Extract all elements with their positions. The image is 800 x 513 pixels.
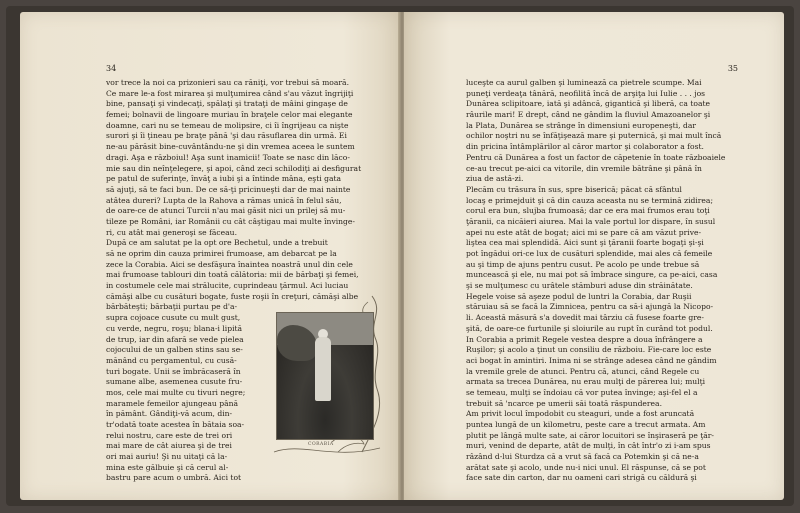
- text-line: ne-au părăsit bine-cuvântându-ne şi din vremea aceea le suntem: [106, 142, 355, 152]
- text-line: maramele femeilor ajungeau până: [106, 398, 239, 408]
- text-line: trebuit să 'ncarce pe umerii săi toată răspunderea.: [466, 398, 662, 408]
- text-line: de oare-ce de atunci Turcii n'au mai găsit nici un prilej să mu-: [106, 206, 346, 216]
- text-line: armata sa trecea Dunărea, nu erau mulţi de părerea lui; mulţi: [466, 377, 706, 387]
- text-line: şită, de oare-ce furtunile şi sloiurile au rupt în curând tot podul.: [466, 323, 713, 333]
- text-line: ţăranii, ca nicăieri aiurea. Mai la vale portul lor dispare, în susul: [466, 216, 716, 226]
- text-line: ri, cu atât mai generoşi se făceau.: [106, 227, 237, 237]
- text-line: să ne oprim din cauza primirei frumoase, am debarcat pe la: [106, 249, 337, 258]
- text-line: puneţi verdeaţa tânără, neofilită încă de arşiţa lui Iulie . . . jos: [466, 88, 706, 98]
- text-line: bine, pansaţi şi vindecaţi, spălaţi şi trataţi de mâini gingaşe de: [106, 99, 348, 109]
- text-line: in costumele cele mai strălucite, cuprindeau ţărmul. Aci luciau: [106, 281, 349, 291]
- text-line: Plecăm cu trăsura în sus, spre biserică; păcat că sfântul: [466, 184, 682, 194]
- text-line: aci bogat în amintiri. Inima ni se strânge adesea când ne gândim: [466, 355, 717, 365]
- text-line: doamne, cari nu se temeau de molipsire, ci îi îngrijeau ca nişte: [106, 120, 349, 130]
- text-line: să ajuţi, să te faci bun. De ce să-ţi pricinueşti dar de mai nainte: [106, 184, 351, 194]
- text-line: liştea cea mai splendidă. Aici sunt şi ţăranii foarte bogaţi şi-şi: [466, 238, 704, 248]
- page-number-right: 35: [727, 64, 738, 73]
- text-line: li. Această măsură s'a dovedit mai târziu că fusese foarte gre-: [466, 313, 704, 323]
- text-line: corul era bun, slujba frumoasă; dar ce era mai frumos erau toţi: [466, 206, 710, 216]
- text-line: plutit pe lângă multe sate, ai căror locuitori se înşiraseră pe ţăr-: [466, 430, 714, 440]
- text-line: turi bogate. Unii se îmbrăcaseră în: [106, 366, 241, 376]
- text-line: ochilor noştri nu se înfăţişează mare şi puternică, şi mai mult încă: [466, 131, 722, 141]
- text-line: Hegele voise să aşeze podul de luntri la Corabia, dar Ruşii: [466, 291, 692, 301]
- text-line: cojocului de un galben stins sau se-: [106, 345, 243, 355]
- text-line: la vremile grele de atunci. Pentru că, atunci, când Regele cu: [466, 366, 700, 376]
- page-number-left: 34: [106, 64, 117, 73]
- text-line: în pământ. Gândiţi-vă acum, din-: [106, 409, 233, 419]
- text-line: In Corabia a primit Regele vestea despre a doua înfrângere a: [466, 334, 703, 344]
- text-line: stăruiau să se facă la Zimnicea, pentru ca să-i ajungă la Nicopo-: [466, 302, 714, 312]
- text-line: tileze pe Români, iar Românii cu cât câştigau mai multe învinge-: [106, 216, 355, 226]
- open-book: [6, 6, 794, 506]
- text-line: surori şi îi ţineau pe braţe până 'şi dau răsuflarea din urmă. Ei: [106, 131, 347, 141]
- illustration-caption: CORABIA: [308, 442, 334, 447]
- right-page: [404, 12, 784, 500]
- text-line: muri, venind de departe, atât de mulţi, în cât într'o zi i-am spus: [466, 441, 711, 451]
- text-line: ziua de astă-zi.: [466, 174, 524, 184]
- text-line: au şi timp de ajuns pentru cusut. Pe acolo pe unde trebue să: [466, 259, 700, 269]
- text-line: se temeau, mulţi se îndoiau că vor putea învinge; aşi-fel el a: [466, 387, 698, 397]
- text-line: mai frumoase tablouri din toată călătoria: mii de bărbaţi şi femei,: [106, 270, 359, 280]
- right-page-text: [466, 78, 746, 484]
- text-line: pot îngădui ori-ce lux de cusături splendide, mai ales că femeile: [466, 249, 713, 258]
- text-line: de trup, iar din afară se vede pielea: [106, 334, 244, 344]
- text-line: Am privit locul împodobit cu steaguri, unde a fost aruncată: [466, 409, 695, 419]
- text-line: Pentru că Dunărea a fost un factor de căpetenie în toate războaiele: [466, 152, 726, 162]
- text-line: mie sau din neînţelegere, şi apoi, când zeci schilodiţi ai desfigurat: [106, 163, 362, 173]
- text-line: După ce am salutat pe la opt ore Bechetul, unde a trebuit: [106, 238, 328, 248]
- text-line: şi se mulţumesc cu urâtele stămburi aduse din străinătate.: [466, 281, 693, 291]
- text-line: puntea lungă de un kilometru, peste care a trecut armata. Am: [466, 420, 706, 429]
- text-line: dragi. Aşa e războiul! Aşa sunt inamicii! Toate se nasc din lăco-: [106, 152, 350, 162]
- text-line: cu verde, negru, roşu; blana-i lipită: [106, 323, 243, 333]
- text-line: din pricina întâmplărilor al căror martor şi colaborator a fost.: [466, 142, 704, 152]
- text-line: vor trece la noi ca prizonieri sau ca răniţi, vor trebui să moară.: [106, 78, 349, 87]
- text-line: pe patul de suferinţe, învăţ a iubi şi a întinde mâna, eşti gata: [106, 174, 342, 184]
- text-line: ori mai auriu! Şi nu uitaţi că la-: [106, 452, 228, 462]
- illustration-photo: [276, 312, 374, 440]
- text-line: apei nu este atât de bogat; aici mi se pare că am văzut prive-: [466, 227, 702, 237]
- left-page: [20, 12, 400, 500]
- text-line: ce-au trecut pe-aici ca vitorile, din vremile bătrâne şi până în: [466, 163, 702, 173]
- text-line: mina este gălbuie şi că cerul al-: [106, 462, 229, 472]
- text-line: relui nostru, care este de trei ori: [106, 430, 233, 440]
- text-line: bastru pare acum o umbră. Aici tot: [106, 473, 242, 483]
- text-line: la Plata, Dunărea se strânge în dimensiuni europeneşti, dar: [466, 120, 696, 130]
- text-line: face sate din carton, dar nu oameni cari strigă cu căldură şi: [466, 473, 697, 483]
- text-line: muncească şi ele, nu mai pot să îmbrace singure, ca pe-aici, casa: [466, 270, 718, 280]
- text-line: Ruşilor; şi acolo a ţinut un consiliu de războiu. Fie-care loc este: [466, 345, 712, 355]
- text-line: râzând d-lui Sturdza că a vrut să facă ca Potemkin şi că ne-a: [466, 452, 699, 462]
- text-line: locaş e primejduit şi că din cauza aceasta nu se termină zidirea;: [466, 195, 714, 205]
- text-line: sumane albe, asemenea cusute fru-: [106, 377, 243, 387]
- text-line: cămăşi albe cu cusături bogate, fuste roşii în creţuri, cămăşi albe: [106, 291, 359, 301]
- text-line: Dunărea sclipitoare, iată şi adâncă, gigantică şi liberă, ca toate: [466, 99, 711, 109]
- text-line: femei; bolnavii de lingoare muriau în braţele celor mai elegante: [106, 110, 353, 120]
- text-line: zece la Corabia. Aici se desfăşura înaintea noastră unul din cele: [106, 259, 353, 269]
- text-line: Ce mare le-a fost mirarea şi mulţumirea când s'au văzut îngrijiţi: [106, 88, 354, 98]
- text-line: mai mare de cât aiurea şi de trei: [106, 441, 232, 451]
- text-line: atâtea dureri? Lupta de la Rahova a rămas unică în felul său,: [106, 195, 342, 205]
- text-line: bărbăteşti; bărbaţii purtau pe d'a-: [106, 302, 238, 312]
- text-line: supra cojoace cusute cu mult gust,: [106, 313, 241, 323]
- text-line: râurile mari! E drept, când ne gândim la fluviul Amazoanelor şi: [466, 110, 711, 120]
- illustration: [272, 292, 384, 462]
- text-line: mănând cu pergamentul, cu cusă-: [106, 355, 237, 365]
- text-line: arătat sate şi acolo, unde nu-i nici unul. El răspunse, că se pot: [466, 462, 706, 472]
- text-line: mos, cele mai multe cu tivuri negre;: [106, 387, 246, 397]
- text-line: luceşte ca aurul galben şi luminează ca pietrele scumpe. Mai: [466, 78, 702, 87]
- text-line: tr'odată toate acestea în bătaia soa-: [106, 420, 245, 429]
